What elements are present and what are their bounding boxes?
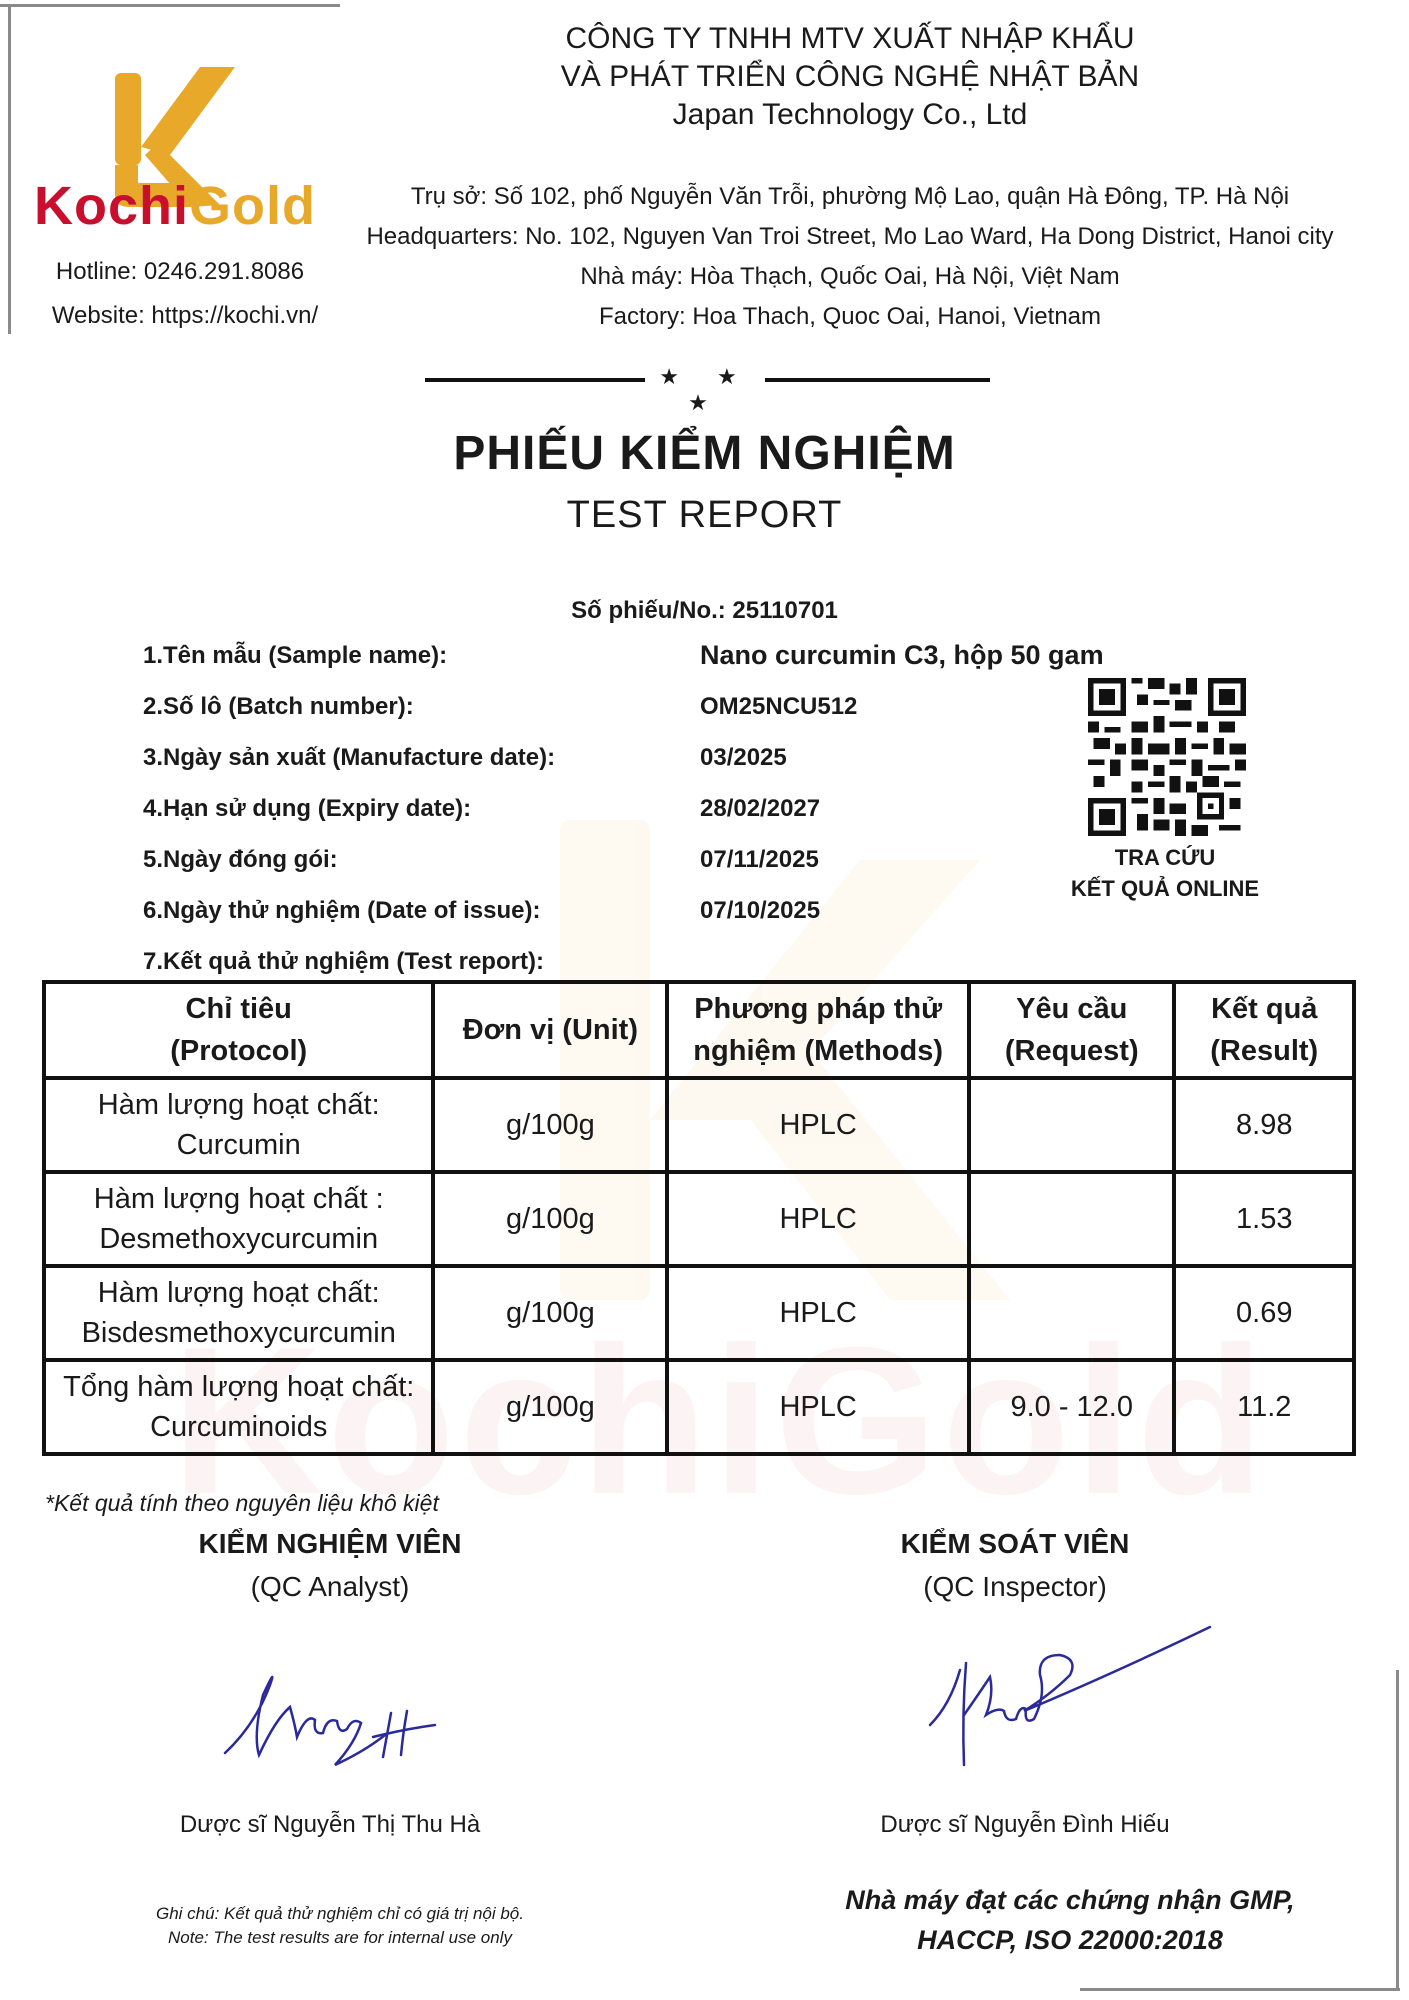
info-row-3	[143, 732, 555, 783]
cell-result: 8.98	[1174, 1078, 1354, 1172]
cell-protocol: Hàm lượng hoạt chất : Desmethoxycurcumin	[44, 1172, 433, 1266]
divider-stars: ★ ★ ★	[659, 364, 753, 415]
website: Website: https://kochi.vn/	[51, 302, 319, 329]
note-vi: Ghi chú: Kết quả thử nghiệm chỉ có giá trị nội bộ.	[156, 1904, 524, 1923]
info-label: Ngày sản xuất (Manufacture date):	[163, 744, 556, 771]
expiry-date-value: 28/02/2027	[700, 795, 821, 822]
info-label: Hạn sử dụng (Expiry date):	[163, 795, 472, 822]
report-number: Số phiếu/No.: 25110701	[571, 597, 838, 624]
cell-request	[969, 1172, 1174, 1266]
frame-corner-bottom-right	[1080, 1988, 1400, 1991]
cell-unit: g/100g	[433, 1078, 667, 1172]
header-protocol: Chỉ tiêu (Protocol)	[44, 982, 433, 1078]
logo-wordmark	[30, 175, 320, 237]
results-table	[42, 980, 1356, 1456]
batch-number-value: OM25NCU512	[700, 693, 858, 720]
info-labels	[143, 630, 555, 987]
cell-request: 9.0 - 12.0	[969, 1360, 1174, 1454]
table-row	[44, 1360, 1354, 1454]
table-row	[44, 1078, 1354, 1172]
inspector-subtitle: (QC Inspector)	[923, 1571, 1107, 1602]
cell-protocol: Hàm lượng hoạt chất: Bisdesmethoxycurcumin	[44, 1266, 433, 1360]
info-label: Ngày thử nghiệm (Date of issue):	[163, 897, 541, 924]
factory-address-en: Factory: Hoa Thach, Quoc Oai, Hanoi, Vietnam	[598, 303, 1102, 330]
header-methods: Phương pháp thử nghiệm (Methods)	[667, 982, 969, 1078]
info-num: 2.	[143, 693, 164, 720]
divider-left	[425, 378, 645, 382]
info-label: Ngày đóng gói:	[163, 846, 338, 873]
cell-method: HPLC	[667, 1360, 969, 1454]
logo-wordmark-kochi: Kochi	[34, 176, 190, 236]
factory-address-vi: Nhà máy: Hòa Thạch, Quốc Oai, Hà Nội, Việt Nam	[580, 263, 1120, 290]
cell-result: 0.69	[1174, 1266, 1354, 1360]
inspector-title: KIỂM SOÁT VIÊN	[900, 1528, 1130, 1559]
company-name-vi-line2: VÀ PHÁT TRIỂN CÔNG NGHỆ NHẬT BẢN	[560, 60, 1140, 93]
info-row-5	[143, 834, 555, 885]
hotline: Hotline: 0246.291.8086	[55, 258, 305, 285]
footnote: *Kết quả tính theo nguyên liệu khô kiệt	[45, 1490, 439, 1516]
frame-corner-top-left	[0, 4, 340, 7]
info-num: 7.	[143, 948, 164, 975]
manufacture-date-value: 03/2025	[700, 744, 787, 771]
cell-method: HPLC	[667, 1078, 969, 1172]
company-name-en: Japan Technology Co., Ltd	[672, 98, 1028, 131]
cell-protocol: Hàm lượng hoạt chất: Curcumin	[44, 1078, 433, 1172]
company-logo	[30, 55, 320, 245]
analyst-subtitle: (QC Analyst)	[250, 1571, 410, 1602]
info-num: 6.	[143, 897, 164, 924]
table-row	[44, 1172, 1354, 1266]
info-num: 1.	[143, 642, 164, 669]
hq-address-vi: Trụ sở: Số 102, phố Nguyễn Văn Trỗi, phường Mộ Lao, quận Hà Đông, TP. Hà Nội	[410, 183, 1290, 210]
info-num: 3.	[143, 744, 164, 771]
qr-code[interactable]	[1088, 678, 1246, 836]
sample-name-value: Nano curcumin C3, hộp 50 gam	[700, 640, 1104, 670]
cell-unit: g/100g	[433, 1266, 667, 1360]
cell-method: HPLC	[667, 1266, 969, 1360]
cell-result: 1.53	[1174, 1172, 1354, 1266]
inspector-name: Dược sĩ Nguyễn Đình Hiếu	[880, 1811, 1170, 1838]
info-label: Số lô (Batch number):	[163, 693, 414, 720]
cell-unit: g/100g	[433, 1360, 667, 1454]
cell-protocol: Tổng hàm lượng hoạt chất: Curcuminoids	[44, 1360, 433, 1454]
company-name-vi-line1: CÔNG TY TNHH MTV XUẤT NHẬP KHẨU	[565, 22, 1135, 55]
info-num: 5.	[143, 846, 164, 873]
info-row-2	[143, 681, 555, 732]
cell-method: HPLC	[667, 1172, 969, 1266]
analyst-signature	[215, 1625, 455, 1775]
cell-unit: g/100g	[433, 1172, 667, 1266]
inspector-signature	[920, 1615, 1220, 1775]
analyst-name: Dược sĩ Nguyễn Thị Thu Hà	[179, 1811, 481, 1838]
info-label: Kết quả thử nghiệm (Test report):	[163, 948, 544, 975]
info-num: 4.	[143, 795, 164, 822]
info-label: Tên mẫu (Sample name):	[163, 642, 448, 669]
info-row-6	[143, 885, 555, 936]
hq-address-en: Headquarters: No. 102, Nguyen Van Troi Street, Mo Lao Ward, Ha Dong District, Hanoi city	[366, 223, 1334, 250]
frame-corner-top-left-vertical	[8, 4, 11, 334]
certification	[800, 1880, 1340, 1960]
frame-corner-bottom-right-vertical	[1396, 1670, 1399, 1990]
qr-label-line1: TRA CỨU	[1114, 845, 1216, 870]
qr-label-line2: KẾT QUẢ ONLINE	[1070, 876, 1260, 901]
header-result: Kết quả (Result)	[1174, 982, 1354, 1078]
table-header-row	[44, 982, 1354, 1078]
info-row-1	[143, 630, 555, 681]
company-header	[330, 20, 1370, 134]
cell-request	[969, 1266, 1174, 1360]
report-title: PHIẾU KIỂM NGHIỆM	[453, 427, 956, 480]
certification-line1: Nhà máy đạt các chứng nhận GMP,	[845, 1885, 1295, 1915]
cell-result: 11.2	[1174, 1360, 1354, 1454]
info-row-4	[143, 783, 555, 834]
logo-wordmark-gold: Gold	[189, 176, 316, 236]
qr-label	[1040, 842, 1290, 904]
internal-use-note	[100, 1902, 580, 1950]
divider-right	[765, 378, 990, 382]
packing-date-value: 07/11/2025	[700, 846, 819, 873]
analyst-title: KIỂM NGHIỆM VIÊN	[198, 1528, 462, 1559]
header-request: Yêu cầu (Request)	[969, 982, 1174, 1078]
note-en: Note: The test results are for internal use only	[168, 1928, 512, 1947]
cell-request	[969, 1078, 1174, 1172]
company-address	[330, 177, 1370, 337]
table-row	[44, 1266, 1354, 1360]
header-unit: Đơn vị (Unit)	[433, 982, 667, 1078]
certification-line2: HACCP, ISO 22000:2018	[917, 1925, 1223, 1955]
report-subtitle: TEST REPORT	[566, 494, 843, 536]
test-date-value: 07/10/2025	[700, 897, 821, 924]
